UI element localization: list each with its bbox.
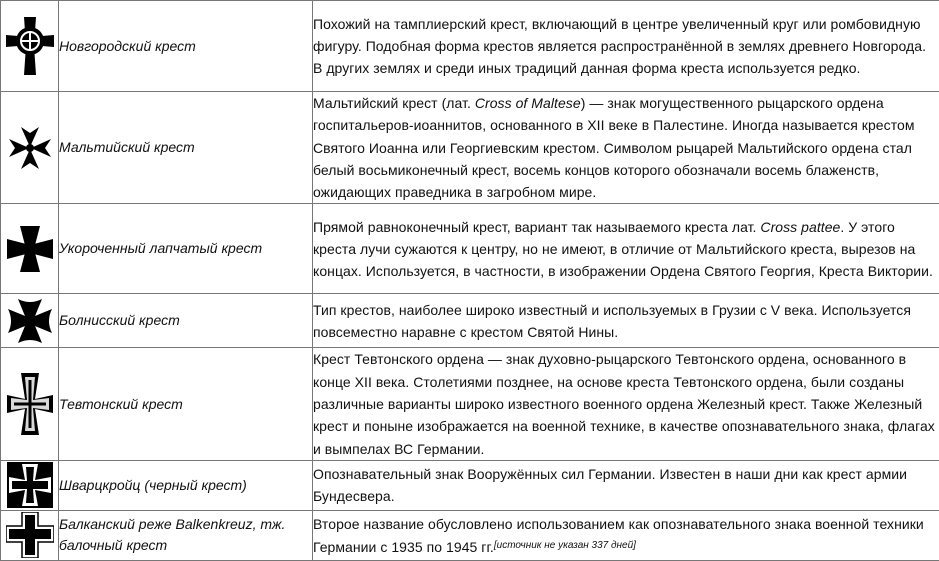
cross-name: Укороченный лапчатый крест <box>59 204 313 294</box>
icon-cell <box>1 348 59 460</box>
cross-description <box>313 510 939 560</box>
cross-name: Балканский реже Balkenkreuz, тж. балочный крест <box>59 510 313 560</box>
cross-name: Мальтийский крест <box>59 92 313 204</box>
table-row <box>1 92 939 204</box>
icon-cell <box>1 294 59 348</box>
table-row <box>1 294 939 348</box>
cross-description: Похожий на тамплиерский крест, включающий в центре увеличенный круг или ромбовидную фигуру. Подобная форма крестов является распространённой в землях древнего Новгорода. В других землях и среди иных традиций данная форма креста используется редко. <box>313 1 939 92</box>
table-row <box>1 1 939 92</box>
desc-text: Второе название обусловлено использованием как опознавательного знака военной техники Германии с 1935 по 1945 гг. <box>313 515 924 555</box>
cross-name: Тевтонский крест <box>59 348 313 460</box>
icon-cell <box>1 204 59 294</box>
bolnisi-cross-icon <box>6 297 54 345</box>
icon-cell <box>1 510 59 560</box>
table-row <box>1 510 939 560</box>
maltese-cross-icon <box>7 125 53 171</box>
cross-description: Опознавательный знак Вооружённых сил Германии. Известен в наши дни как крест армии Бундесвера. <box>313 460 939 510</box>
desc-text: ) — знак могущественного рыцарского ордена госпитальеров-иоаннитов, основанного в XII веке в Палестине. Иногда называется крестом Святого Иоанна или Георгиевским крестом. Символом рыцарей Мальтийского ордена стал белый восьмиконечный крест, восемь концов которого обозначали восемь блаженств, ожидающих праведника в загробном мире. <box>313 95 915 201</box>
table-row <box>1 460 939 510</box>
icon-cell <box>1 460 59 510</box>
cross-description: Тип крестов, наиболее широко известный и используемых в Грузии с V века. Используется повсеместно наравне с крестом Святой Нины. <box>313 294 939 348</box>
cross-description <box>313 92 939 204</box>
schwarzkreuz-icon <box>7 462 53 508</box>
cross-name: Новгородский крест <box>59 1 313 92</box>
table-row <box>1 204 939 294</box>
cross-description <box>313 204 939 294</box>
table-row <box>1 348 939 460</box>
cross-name: Болнисский крест <box>59 294 313 348</box>
latin-term: Cross of Maltese <box>474 95 581 111</box>
icon-cell <box>1 92 59 204</box>
balkenkreuz-icon <box>6 512 54 558</box>
cross-name: Шварцкройц (черный крест) <box>59 460 313 510</box>
cross-pattee-icon <box>5 224 55 274</box>
desc-text: . У этого креста лучи сужаются к центру, но не имеют, в отличие от Мальтийского креста, вырезов на концах. Используется, в частности, в изображении Ордена Святого Георгия, Креста Виктории. <box>313 218 933 280</box>
cross-description: Крест Тевтонского ордена — знак духовно-рыцарского Тевтонского ордена, основанного в конце XII века. Столетиями позднее, на основе креста Тевтонского ордена, были созданы различные варианты широко известного военного ордена Железный крест. Также Железный крест и поныне изображается на военной технике, в качестве опознавательного знака, флагах и вымпелах ВС Германии. <box>313 348 939 460</box>
latin-term: Cross pattee <box>760 218 841 235</box>
teutonic-cross-icon <box>5 371 55 437</box>
novgorod-cross-icon <box>5 16 55 76</box>
citation-needed-note[interactable]: [источник не указан 337 дней] <box>493 539 636 551</box>
icon-cell <box>1 1 59 92</box>
desc-text: Мальтийский крест (лат. <box>313 95 475 111</box>
desc-text: Прямой равноконечный крест, вариант так называемого креста лат. <box>313 218 761 235</box>
